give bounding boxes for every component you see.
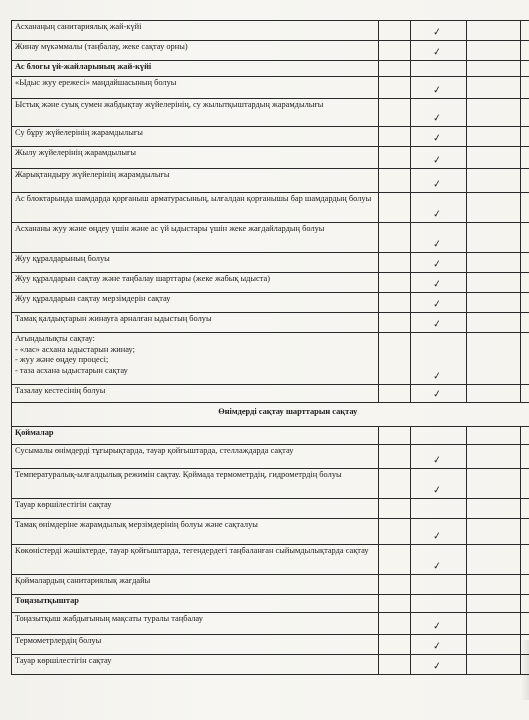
compliance-cell: [411, 427, 467, 445]
compliance-cell: [411, 21, 467, 41]
empty-cell: [467, 147, 521, 169]
checklist-row: [12, 575, 529, 595]
empty-cell: [521, 223, 529, 253]
empty-cell: [467, 99, 521, 127]
checkmark-icon: ✓: [432, 132, 443, 145]
requirement-text: Тазалау кестесінің болуы: [12, 385, 379, 403]
checklist-row: [12, 655, 529, 675]
compliance-cell: [411, 519, 467, 545]
empty-cell: [467, 293, 521, 313]
empty-cell: [467, 169, 521, 193]
empty-cell: [521, 293, 529, 313]
requirement-line: - таза асхана ыдыстарын сақтау: [15, 365, 128, 375]
checkmark-icon: ✓: [432, 640, 443, 653]
checklist-row: [12, 293, 529, 313]
checkmark-icon: ✓: [432, 154, 443, 167]
checklist-row: [12, 445, 529, 469]
empty-cell: [379, 499, 411, 519]
empty-cell: [379, 469, 411, 499]
empty-cell: [467, 77, 521, 99]
checklist-row: [12, 469, 529, 499]
requirement-text: Температуралық-ылғалдылық режимін сақтау. Қоймада термометрдің, гидрометрдің болуы: [12, 469, 379, 499]
checklist-row: [12, 385, 529, 403]
compliance-cell: [411, 613, 467, 635]
requirement-text: «Ыдыс жуу ережесі» маңдайшасының болуы: [12, 77, 379, 99]
requirement-line: - жуу және өңдеу процесі;: [15, 355, 109, 364]
empty-cell: [467, 613, 521, 635]
checklist-row: [12, 333, 529, 385]
compliance-cell: [411, 635, 467, 655]
empty-cell: [521, 147, 529, 169]
empty-cell: [467, 469, 521, 499]
checklist-row: [12, 193, 529, 223]
checklist-row: [12, 273, 529, 293]
checkmark-icon: ✓: [432, 560, 443, 573]
compliance-cell: [411, 313, 467, 333]
checkmark-icon: ✓: [432, 208, 443, 221]
checkmark-icon: ✓: [432, 530, 443, 543]
empty-cell: [521, 193, 529, 223]
empty-cell: [467, 545, 521, 575]
empty-cell: [521, 545, 529, 575]
requirement-text: Тамақ өнімдеріне жарамдылық мерзімдерінің болуы және сақталуы: [12, 519, 379, 545]
requirement-text: Жуу құралдарын сақтау мерзімдерін сақтау: [12, 293, 379, 313]
empty-cell: [467, 21, 521, 41]
empty-cell: [521, 333, 529, 385]
empty-cell: [379, 169, 411, 193]
requirement-text: Тоңазытқыш жабдығының мақсаты туралы таңбалау: [12, 613, 379, 635]
checklist-row: [12, 613, 529, 635]
compliance-cell: [411, 41, 467, 61]
requirement-text: Жуу құралдарын сақтау және таңбалау шарттары (жеке жабық ыдыста): [12, 273, 379, 293]
checklist-row: [12, 41, 529, 61]
compliance-cell: [411, 61, 467, 77]
compliance-cell: [411, 545, 467, 575]
requirement-text: Сусымалы өнімдерді тұғырықтарда, тауар қойғыштарда, стеллаждарда сақтау: [12, 445, 379, 469]
requirement-text: Көкөністерді жәшіктерде, тауар қойғыштарда, тегендердегі таңбаланған сыйымдылықтарда сақтау: [12, 545, 379, 575]
compliance-cell: [411, 99, 467, 127]
empty-cell: [521, 273, 529, 293]
empty-cell: [467, 595, 521, 613]
compliance-cell: [411, 223, 467, 253]
empty-cell: [379, 385, 411, 403]
requirement-text: Жуу құралдарының болуы: [12, 253, 379, 273]
requirement-text-multiline: [12, 333, 379, 385]
empty-cell: [467, 127, 521, 147]
checklist-row: [12, 21, 529, 41]
empty-cell: [521, 253, 529, 273]
empty-cell: [521, 99, 529, 127]
compliance-cell: [411, 273, 467, 293]
empty-cell: [467, 313, 521, 333]
subsection-title: Тоңазытқыштар: [12, 595, 379, 613]
empty-cell: [379, 293, 411, 313]
empty-cell: [521, 313, 529, 333]
checkmark-icon: ✓: [432, 112, 443, 125]
subsection-row: [12, 427, 529, 445]
subsection-row: [12, 61, 529, 77]
checkmark-icon: ✓: [432, 258, 443, 271]
empty-cell: [467, 61, 521, 77]
requirement-text: Су бұру жүйелерінің жарамдылығы: [12, 127, 379, 147]
empty-cell: [467, 223, 521, 253]
compliance-cell: [411, 655, 467, 675]
compliance-cell: [411, 385, 467, 403]
checkmark-icon: ✓: [432, 660, 443, 673]
requirement-text: Асханаңың санитариялық жай-күйі: [12, 21, 379, 41]
empty-cell: [467, 41, 521, 61]
empty-cell: [467, 445, 521, 469]
checklist-row: [12, 169, 529, 193]
checkmark-icon: ✓: [432, 178, 443, 191]
checkmark-icon: ✓: [432, 388, 443, 401]
empty-cell: [379, 333, 411, 385]
checklist-row: [12, 313, 529, 333]
checklist-row: [12, 77, 529, 99]
checklist-row: [12, 99, 529, 127]
requirement-text: Ас блоктарында шамдарда қорғаныш арматурасының, ылғалдан қорғанышы бар шамдардың болуы: [12, 193, 379, 223]
empty-cell: [521, 169, 529, 193]
empty-cell: [467, 427, 521, 445]
checkmark-icon: ✓: [432, 46, 443, 59]
empty-cell: [379, 223, 411, 253]
empty-cell: [467, 575, 521, 595]
empty-cell: [467, 385, 521, 403]
empty-cell: [521, 575, 529, 595]
compliance-cell: [411, 169, 467, 193]
empty-cell: [467, 273, 521, 293]
checkmark-icon: ✓: [432, 370, 443, 383]
checkmark-icon: ✓: [432, 454, 443, 467]
empty-cell: [521, 77, 529, 99]
requirement-line: - «лас» асхана ыдыстарын жинау;: [15, 344, 135, 354]
empty-cell: [379, 273, 411, 293]
checklist-row: [12, 253, 529, 273]
compliance-cell: [411, 253, 467, 273]
checkmark-icon: ✓: [432, 620, 443, 633]
checklist-row: [12, 127, 529, 147]
empty-cell: [521, 613, 529, 635]
checkmark-icon: ✓: [432, 318, 443, 331]
empty-cell: [521, 445, 529, 469]
empty-cell: [379, 61, 411, 77]
compliance-cell: [411, 499, 467, 519]
subsection-title: Ас блогы үй-жайларының жай-күйі: [12, 61, 379, 77]
empty-cell: [521, 385, 529, 403]
checkmark-icon: ✓: [432, 26, 443, 39]
checkmark-icon: ✓: [432, 84, 443, 97]
checklist-rows: [12, 21, 529, 675]
empty-cell: [467, 655, 521, 675]
scan-shadow-edge: [521, 640, 529, 700]
empty-cell: [379, 519, 411, 545]
compliance-cell: [411, 575, 467, 595]
empty-cell: [379, 575, 411, 595]
compliance-cell: [411, 333, 467, 385]
empty-cell: [379, 253, 411, 273]
checkmark-icon: ✓: [432, 484, 443, 497]
empty-cell: [379, 147, 411, 169]
empty-cell: [467, 333, 521, 385]
requirement-line: Ағындылықты сақтау:: [15, 334, 95, 343]
empty-cell: [467, 519, 521, 545]
checkmark-icon: ✓: [432, 238, 443, 251]
empty-cell: [467, 253, 521, 273]
checklist-row: [12, 545, 529, 575]
compliance-cell: [411, 595, 467, 613]
empty-cell: [379, 77, 411, 99]
requirement-text: Тамақ қалдықтарын жинауға арналған ыдыстың болуы: [12, 313, 379, 333]
empty-cell: [521, 499, 529, 519]
compliance-cell: [411, 469, 467, 499]
empty-cell: [521, 595, 529, 613]
empty-cell: [521, 127, 529, 147]
empty-cell: [379, 595, 411, 613]
empty-cell: [379, 545, 411, 575]
compliance-cell: [411, 445, 467, 469]
empty-cell: [379, 99, 411, 127]
section-header-row: [12, 403, 529, 427]
empty-cell: [521, 21, 529, 41]
requirement-text: Асхананы жуу және өңдеу үшін және ас үй ыдыстары үшін жеке жағдайлардың болуы: [12, 223, 379, 253]
empty-cell: [379, 613, 411, 635]
requirement-text: Термометрлердің болуы: [12, 635, 379, 655]
empty-cell: [379, 41, 411, 61]
checklist-row: [12, 223, 529, 253]
checkmark-icon: ✓: [432, 298, 443, 311]
empty-cell: [379, 655, 411, 675]
checklist-row: [12, 499, 529, 519]
inspection-checklist-table: [11, 20, 529, 675]
empty-cell: [379, 127, 411, 147]
empty-cell: [521, 61, 529, 77]
empty-cell: [521, 41, 529, 61]
empty-cell: [521, 469, 529, 499]
requirement-text: Жылу жүйелерінің жарамдылығы: [12, 147, 379, 169]
requirement-text: Тауар көршілестігін сақтау: [12, 499, 379, 519]
empty-cell: [379, 21, 411, 41]
compliance-cell: [411, 127, 467, 147]
requirement-text: Жарықтандыру жүйелерінің жарамдылығы: [12, 169, 379, 193]
empty-cell: [467, 499, 521, 519]
checklist-row: [12, 635, 529, 655]
empty-cell: [379, 445, 411, 469]
empty-cell: [467, 193, 521, 223]
empty-cell: [521, 519, 529, 545]
subsection-row: [12, 595, 529, 613]
requirement-text: Тауар көршілестігін сақтау: [12, 655, 379, 675]
compliance-cell: [411, 293, 467, 313]
requirement-text: Қоймалардың санитариялық жағдайы: [12, 575, 379, 595]
section-title: Өнімдерді сақтау шарттарын сақтау: [12, 403, 529, 427]
empty-cell: [379, 193, 411, 223]
empty-cell: [379, 635, 411, 655]
checkmark-icon: ✓: [432, 278, 443, 291]
compliance-cell: [411, 77, 467, 99]
compliance-cell: [411, 147, 467, 169]
requirement-text: Ыстық және суық сумен жабдықтау жүйелерінің, су жылытқыштардың жарамдылығы: [12, 99, 379, 127]
empty-cell: [379, 313, 411, 333]
subsection-title: Қоймалар: [12, 427, 379, 445]
empty-cell: [521, 427, 529, 445]
empty-cell: [467, 635, 521, 655]
checklist-row: [12, 519, 529, 545]
compliance-cell: [411, 193, 467, 223]
requirement-text: Жинау мүкәммалы (таңбалау, жеке сақтау орны): [12, 41, 379, 61]
checklist-row: [12, 147, 529, 169]
empty-cell: [379, 427, 411, 445]
